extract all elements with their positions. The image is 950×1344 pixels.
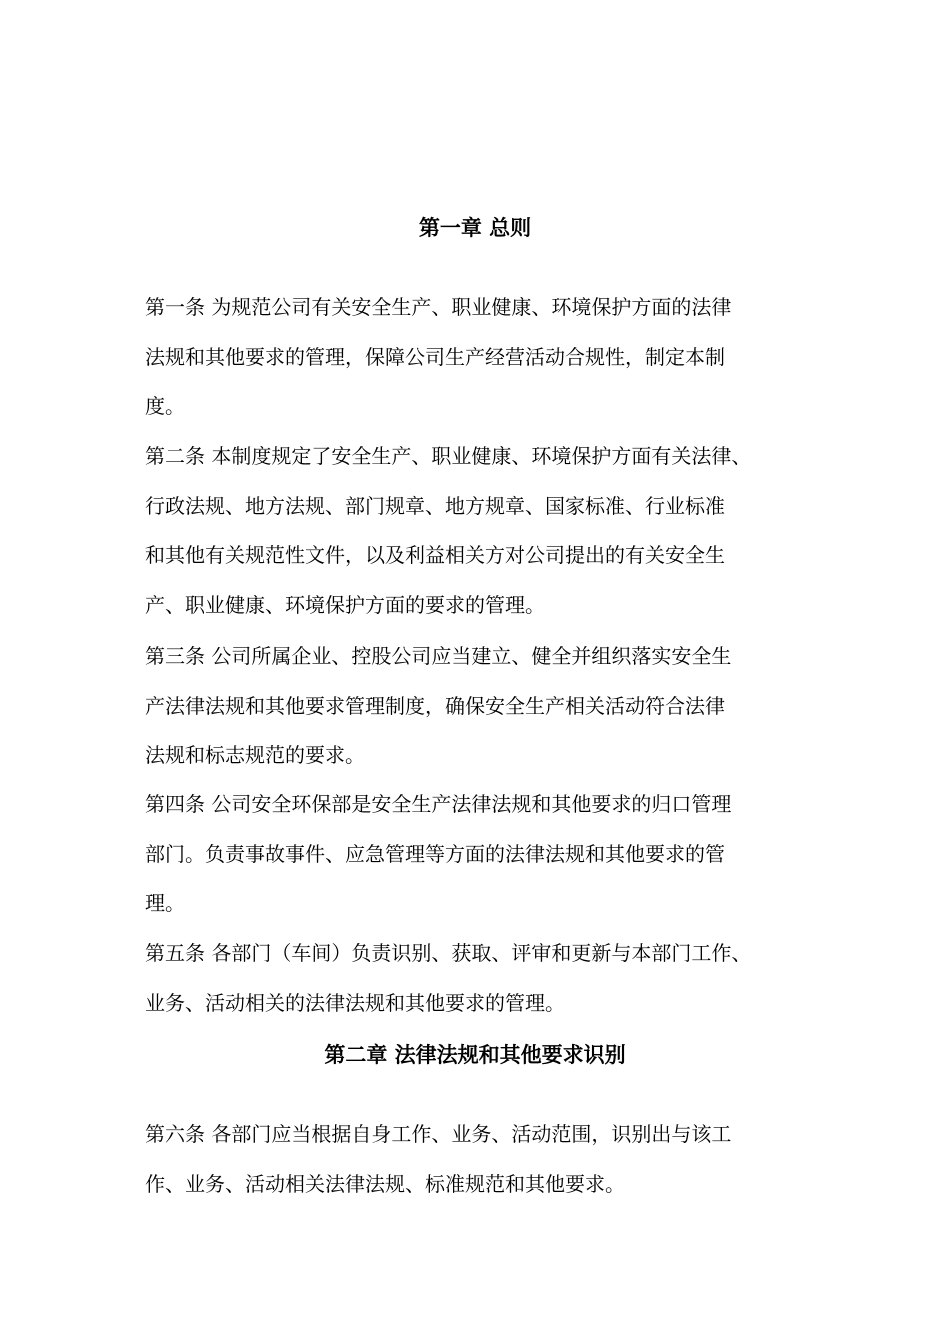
chapter-1-title: 第一章 总则	[418, 216, 532, 240]
article-line: 作、业务、活动相关法律法规、标准规范和其他要求。	[145, 1171, 625, 1196]
article-line: 第三条 公司所属企业、控股公司应当建立、健全并组织落实安全生	[145, 644, 732, 668]
article-5	[145, 929, 820, 1028]
article-line: 行政法规、地方法规、部门规章、地方规章、国家标准、行业标准	[145, 493, 725, 518]
article-2	[145, 432, 820, 630]
article-6	[145, 1110, 820, 1209]
article-line: 理。	[145, 891, 185, 915]
article-line: 业务、活动相关的法律法规和其他要求的管理。	[145, 990, 565, 1015]
article-line: 第五条 各部门（车间）负责识别、获取、评审和更新与本部门工作、	[145, 941, 752, 965]
article-line: 和其他有关规范性文件，以及利益相关方对公司提出的有关安全生	[145, 543, 725, 567]
chapter-2-title: 第二章 法律法规和其他要求识别	[324, 1043, 626, 1067]
article-4	[145, 780, 820, 929]
article-line: 法规和标志规范的要求。	[145, 743, 365, 767]
article-3	[145, 632, 820, 781]
article-line: 度。	[145, 394, 185, 418]
article-line: 产、职业健康、环境保护方面的要求的管理。	[145, 592, 545, 617]
article-line: 产法律法规和其他要求管理制度，确保安全生产相关活动符合法律	[145, 693, 725, 718]
article-line: 第二条 本制度规定了安全生产、职业健康、环境保护方面有关法律、	[145, 444, 752, 468]
article-line: 法规和其他要求的管理，保障公司生产经营活动合规性，制定本制	[145, 344, 725, 369]
article-line: 部门。负责事故事件、应急管理等方面的法律法规和其他要求的管	[145, 841, 725, 866]
article-line: 第六条 各部门应当根据自身工作、业务、活动范围，识别出与该工	[145, 1122, 732, 1146]
article-line: 第一条 为规范公司有关安全生产、职业健康、环境保护方面的法律	[145, 295, 732, 319]
article-line: 第四条 公司安全环保部是安全生产法律法规和其他要求的归口管理	[145, 792, 732, 816]
article-1	[145, 283, 820, 432]
